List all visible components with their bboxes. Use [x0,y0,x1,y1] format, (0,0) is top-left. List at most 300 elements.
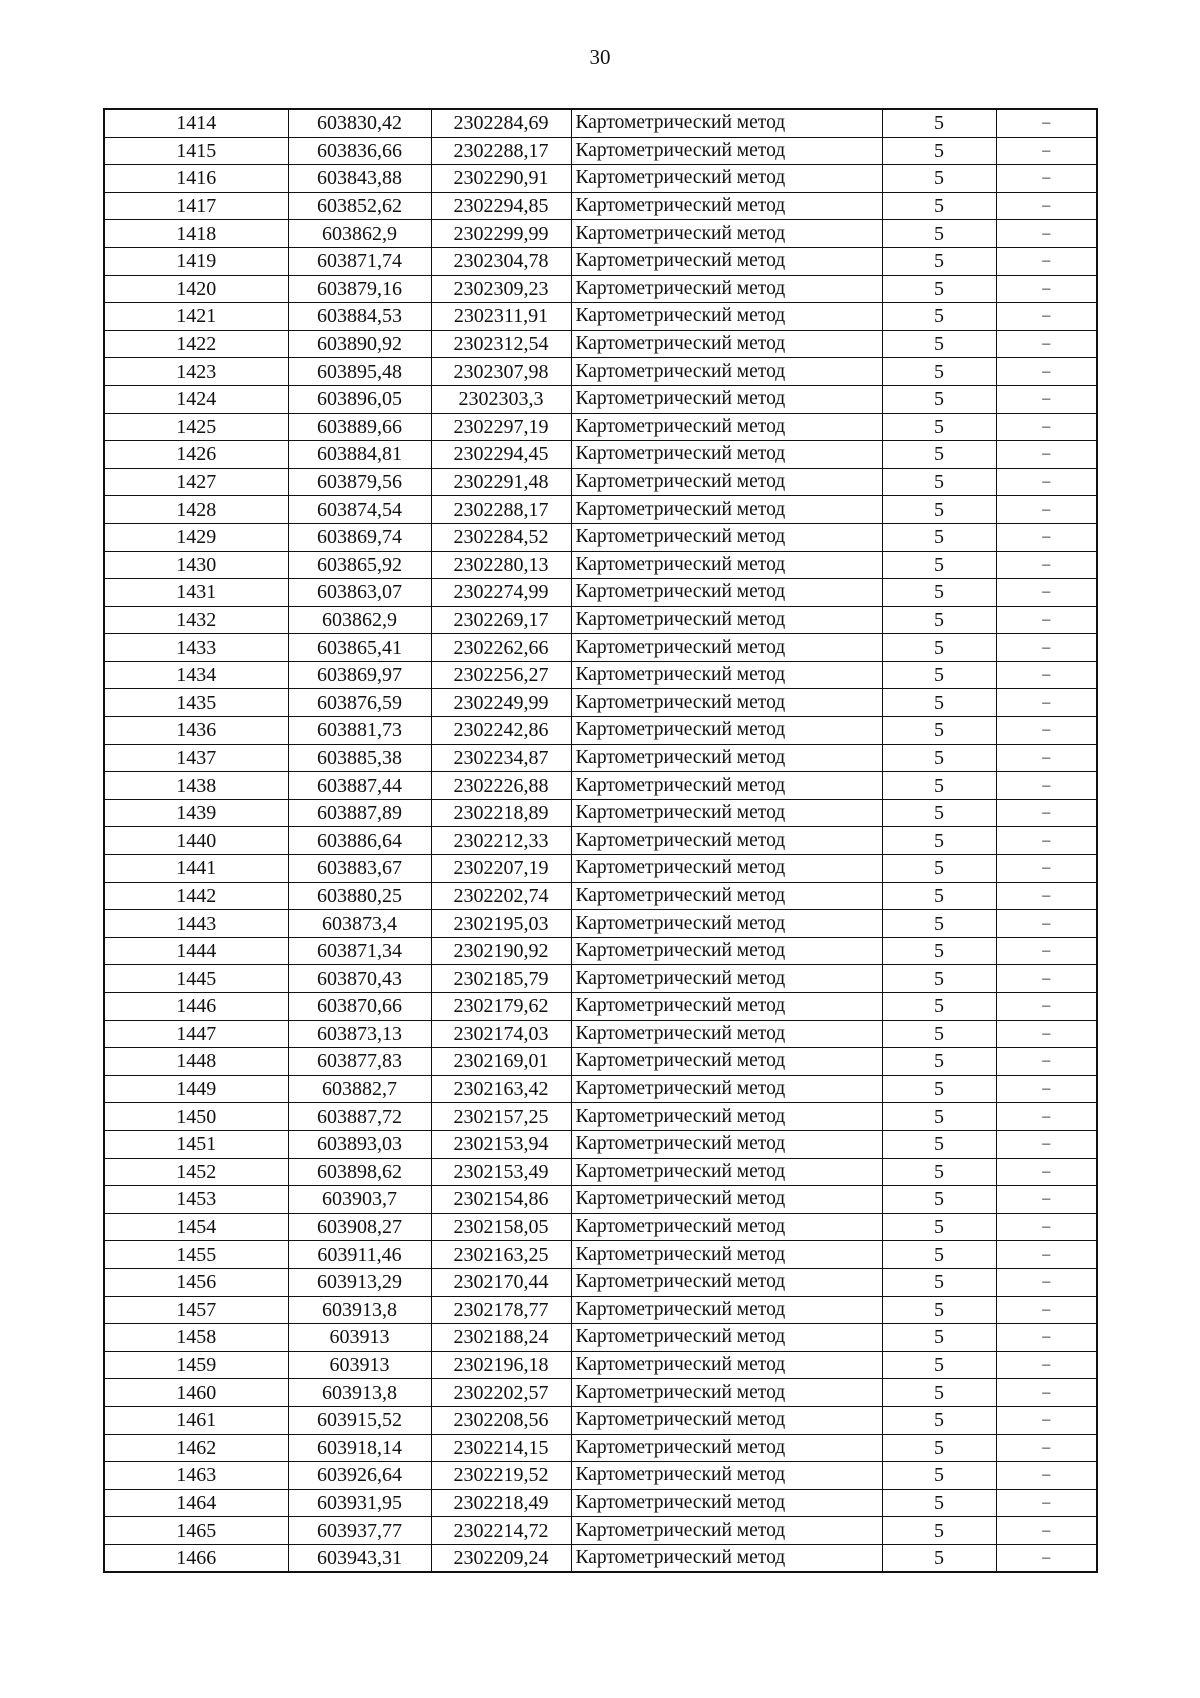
x-coordinate-cell: 603884,81 [288,441,431,469]
accuracy-cell: 5 [882,1517,996,1545]
note-cell: – [996,1130,1097,1158]
table-row [104,1213,1097,1241]
table-row [104,137,1097,165]
y-coordinate-cell: 2302274,99 [431,579,571,607]
note-cell: – [996,441,1097,469]
note-cell: – [996,523,1097,551]
accuracy-cell: 5 [882,1296,996,1324]
table-row [104,247,1097,275]
accuracy-cell: 5 [882,634,996,662]
point-number-cell: 1420 [104,275,288,303]
method-cell: Картометрический метод [571,1379,882,1407]
method-cell: Картометрический метод [571,937,882,965]
accuracy-cell: 5 [882,993,996,1021]
note-cell: – [996,855,1097,883]
table-row [104,523,1097,551]
y-coordinate-cell: 2302212,33 [431,827,571,855]
method-cell: Картометрический метод [571,689,882,717]
note-cell: – [996,1241,1097,1269]
table-row [104,330,1097,358]
point-number-cell: 1462 [104,1434,288,1462]
y-coordinate-cell: 2302196,18 [431,1351,571,1379]
y-coordinate-cell: 2302294,45 [431,441,571,469]
accuracy-cell: 5 [882,606,996,634]
y-coordinate-cell: 2302174,03 [431,1020,571,1048]
coordinates-table [103,108,1098,1573]
table-row [104,165,1097,193]
method-cell: Картометрический метод [571,606,882,634]
method-cell: Картометрический метод [571,661,882,689]
method-cell: Картометрический метод [571,882,882,910]
point-number-cell: 1418 [104,220,288,248]
y-coordinate-cell: 2302288,17 [431,137,571,165]
method-cell: Картометрический метод [571,192,882,220]
note-cell: – [996,634,1097,662]
y-coordinate-cell: 2302309,23 [431,275,571,303]
point-number-cell: 1440 [104,827,288,855]
x-coordinate-cell: 603913 [288,1324,431,1352]
x-coordinate-cell: 603865,41 [288,634,431,662]
x-coordinate-cell: 603877,83 [288,1048,431,1076]
table-row [104,744,1097,772]
x-coordinate-cell: 603908,27 [288,1213,431,1241]
method-cell: Картометрический метод [571,165,882,193]
accuracy-cell: 5 [882,855,996,883]
y-coordinate-cell: 2302208,56 [431,1406,571,1434]
table-row [104,993,1097,1021]
accuracy-cell: 5 [882,827,996,855]
y-coordinate-cell: 2302219,52 [431,1462,571,1490]
note-cell: – [996,413,1097,441]
point-number-cell: 1421 [104,303,288,331]
x-coordinate-cell: 603887,72 [288,1103,431,1131]
y-coordinate-cell: 2302153,49 [431,1158,571,1186]
accuracy-cell: 5 [882,661,996,689]
note-cell: – [996,1213,1097,1241]
method-cell: Картометрический метод [571,1296,882,1324]
table-row [104,468,1097,496]
y-coordinate-cell: 2302269,17 [431,606,571,634]
method-cell: Картометрический метод [571,358,882,386]
x-coordinate-cell: 603887,89 [288,799,431,827]
table-row [104,634,1097,662]
table-row [104,579,1097,607]
x-coordinate-cell: 603879,56 [288,468,431,496]
accuracy-cell: 5 [882,1103,996,1131]
y-coordinate-cell: 2302185,79 [431,965,571,993]
method-cell: Картометрический метод [571,247,882,275]
accuracy-cell: 5 [882,330,996,358]
point-number-cell: 1456 [104,1268,288,1296]
x-coordinate-cell: 603926,64 [288,1462,431,1490]
point-number-cell: 1432 [104,606,288,634]
y-coordinate-cell: 2302178,77 [431,1296,571,1324]
note-cell: – [996,1158,1097,1186]
note-cell: – [996,1103,1097,1131]
table-row [104,385,1097,413]
note-cell: – [996,1406,1097,1434]
note-cell: – [996,137,1097,165]
method-cell: Картометрический метод [571,385,882,413]
note-cell: – [996,220,1097,248]
accuracy-cell: 5 [882,744,996,772]
table-row [104,717,1097,745]
x-coordinate-cell: 603882,7 [288,1075,431,1103]
point-number-cell: 1414 [104,109,288,137]
x-coordinate-cell: 603865,92 [288,551,431,579]
table-row [104,192,1097,220]
y-coordinate-cell: 2302304,78 [431,247,571,275]
x-coordinate-cell: 603931,95 [288,1489,431,1517]
point-number-cell: 1446 [104,993,288,1021]
x-coordinate-cell: 603896,05 [288,385,431,413]
x-coordinate-cell: 603883,67 [288,855,431,883]
point-number-cell: 1422 [104,330,288,358]
y-coordinate-cell: 2302299,99 [431,220,571,248]
y-coordinate-cell: 2302207,19 [431,855,571,883]
y-coordinate-cell: 2302303,3 [431,385,571,413]
point-number-cell: 1430 [104,551,288,579]
method-cell: Картометрический метод [571,717,882,745]
table-row [104,551,1097,579]
note-cell: – [996,1324,1097,1352]
point-number-cell: 1459 [104,1351,288,1379]
y-coordinate-cell: 2302262,66 [431,634,571,662]
x-coordinate-cell: 603889,66 [288,413,431,441]
method-cell: Картометрический метод [571,496,882,524]
table-row [104,1324,1097,1352]
note-cell: – [996,247,1097,275]
table-row [104,937,1097,965]
table-row [104,910,1097,938]
accuracy-cell: 5 [882,1268,996,1296]
y-coordinate-cell: 2302297,19 [431,413,571,441]
method-cell: Картометрический метод [571,1268,882,1296]
point-number-cell: 1451 [104,1130,288,1158]
y-coordinate-cell: 2302214,15 [431,1434,571,1462]
table-row [104,1544,1097,1572]
y-coordinate-cell: 2302311,91 [431,303,571,331]
table-row [104,1268,1097,1296]
point-number-cell: 1460 [104,1379,288,1407]
x-coordinate-cell: 603913,8 [288,1379,431,1407]
y-coordinate-cell: 2302290,91 [431,165,571,193]
x-coordinate-cell: 603913,29 [288,1268,431,1296]
note-cell: – [996,165,1097,193]
table-row [104,689,1097,717]
x-coordinate-cell: 603879,16 [288,275,431,303]
note-cell: – [996,772,1097,800]
method-cell: Картометрический метод [571,1406,882,1434]
accuracy-cell: 5 [882,1489,996,1517]
accuracy-cell: 5 [882,1544,996,1572]
accuracy-cell: 5 [882,1020,996,1048]
method-cell: Картометрический метод [571,1434,882,1462]
table-row [104,606,1097,634]
table-row [104,413,1097,441]
table-row [104,1434,1097,1462]
y-coordinate-cell: 2302214,72 [431,1517,571,1545]
table-row [104,1517,1097,1545]
method-cell: Картометрический метод [571,1351,882,1379]
accuracy-cell: 5 [882,275,996,303]
x-coordinate-cell: 603898,62 [288,1158,431,1186]
accuracy-cell: 5 [882,1048,996,1076]
note-cell: – [996,799,1097,827]
note-cell: – [996,1048,1097,1076]
x-coordinate-cell: 603911,46 [288,1241,431,1269]
note-cell: – [996,937,1097,965]
note-cell: – [996,1434,1097,1462]
note-cell: – [996,109,1097,137]
method-cell: Картометрический метод [571,1462,882,1490]
method-cell: Картометрический метод [571,1186,882,1214]
accuracy-cell: 5 [882,689,996,717]
y-coordinate-cell: 2302202,57 [431,1379,571,1407]
x-coordinate-cell: 603915,52 [288,1406,431,1434]
point-number-cell: 1461 [104,1406,288,1434]
x-coordinate-cell: 603881,73 [288,717,431,745]
accuracy-cell: 5 [882,937,996,965]
x-coordinate-cell: 603863,07 [288,579,431,607]
method-cell: Картометрический метод [571,137,882,165]
point-number-cell: 1438 [104,772,288,800]
point-number-cell: 1452 [104,1158,288,1186]
y-coordinate-cell: 2302188,24 [431,1324,571,1352]
y-coordinate-cell: 2302307,98 [431,358,571,386]
x-coordinate-cell: 603890,92 [288,330,431,358]
accuracy-cell: 5 [882,1158,996,1186]
point-number-cell: 1415 [104,137,288,165]
point-number-cell: 1444 [104,937,288,965]
accuracy-cell: 5 [882,882,996,910]
point-number-cell: 1417 [104,192,288,220]
note-cell: – [996,744,1097,772]
table-row [104,1462,1097,1490]
accuracy-cell: 5 [882,1241,996,1269]
note-cell: – [996,689,1097,717]
x-coordinate-cell: 603918,14 [288,1434,431,1462]
method-cell: Картометрический метод [571,551,882,579]
x-coordinate-cell: 603870,66 [288,993,431,1021]
note-cell: – [996,993,1097,1021]
accuracy-cell: 5 [882,910,996,938]
table-row [104,799,1097,827]
accuracy-cell: 5 [882,165,996,193]
x-coordinate-cell: 603937,77 [288,1517,431,1545]
table-row [104,303,1097,331]
y-coordinate-cell: 2302288,17 [431,496,571,524]
table-row [104,1489,1097,1517]
accuracy-cell: 5 [882,1186,996,1214]
x-coordinate-cell: 603869,97 [288,661,431,689]
method-cell: Картометрический метод [571,1213,882,1241]
note-cell: – [996,827,1097,855]
note-cell: – [996,1020,1097,1048]
accuracy-cell: 5 [882,468,996,496]
accuracy-cell: 5 [882,1434,996,1462]
coordinates-table-body [104,109,1097,1572]
accuracy-cell: 5 [882,358,996,386]
table-row [104,1406,1097,1434]
accuracy-cell: 5 [882,1324,996,1352]
note-cell: – [996,496,1097,524]
accuracy-cell: 5 [882,579,996,607]
point-number-cell: 1428 [104,496,288,524]
y-coordinate-cell: 2302280,13 [431,551,571,579]
note-cell: – [996,1351,1097,1379]
note-cell: – [996,579,1097,607]
page-number: 30 [589,45,611,69]
x-coordinate-cell: 603943,31 [288,1544,431,1572]
y-coordinate-cell: 2302209,24 [431,1544,571,1572]
method-cell: Картометрический метод [571,799,882,827]
table-row [104,1020,1097,1048]
accuracy-cell: 5 [882,247,996,275]
table-row [104,1130,1097,1158]
note-cell: – [996,661,1097,689]
x-coordinate-cell: 603874,54 [288,496,431,524]
method-cell: Картометрический метод [571,303,882,331]
point-number-cell: 1431 [104,579,288,607]
method-cell: Картометрический метод [571,1020,882,1048]
y-coordinate-cell: 2302179,62 [431,993,571,1021]
method-cell: Картометрический метод [571,523,882,551]
table-row [104,1103,1097,1131]
point-number-cell: 1435 [104,689,288,717]
x-coordinate-cell: 603873,13 [288,1020,431,1048]
table-row [104,855,1097,883]
y-coordinate-cell: 2302154,86 [431,1186,571,1214]
x-coordinate-cell: 603913 [288,1351,431,1379]
method-cell: Картометрический метод [571,1158,882,1186]
method-cell: Картометрический метод [571,993,882,1021]
accuracy-cell: 5 [882,799,996,827]
accuracy-cell: 5 [882,137,996,165]
table-row [104,275,1097,303]
x-coordinate-cell: 603903,7 [288,1186,431,1214]
note-cell: – [996,965,1097,993]
method-cell: Картометрический метод [571,1544,882,1572]
point-number-cell: 1437 [104,744,288,772]
note-cell: – [996,1489,1097,1517]
accuracy-cell: 5 [882,1462,996,1490]
note-cell: – [996,303,1097,331]
y-coordinate-cell: 2302157,25 [431,1103,571,1131]
point-number-cell: 1447 [104,1020,288,1048]
x-coordinate-cell: 603869,74 [288,523,431,551]
table-row [104,441,1097,469]
method-cell: Картометрический метод [571,634,882,662]
x-coordinate-cell: 603871,34 [288,937,431,965]
point-number-cell: 1419 [104,247,288,275]
table-row [104,1379,1097,1407]
note-cell: – [996,192,1097,220]
accuracy-cell: 5 [882,303,996,331]
method-cell: Картометрический метод [571,772,882,800]
accuracy-cell: 5 [882,1351,996,1379]
note-cell: – [996,1186,1097,1214]
note-cell: – [996,882,1097,910]
accuracy-cell: 5 [882,1213,996,1241]
method-cell: Картометрический метод [571,1130,882,1158]
x-coordinate-cell: 603852,62 [288,192,431,220]
table-row [104,965,1097,993]
x-coordinate-cell: 603873,4 [288,910,431,938]
x-coordinate-cell: 603913,8 [288,1296,431,1324]
y-coordinate-cell: 2302242,86 [431,717,571,745]
point-number-cell: 1457 [104,1296,288,1324]
point-number-cell: 1441 [104,855,288,883]
table-row [104,1351,1097,1379]
method-cell: Картометрический метод [571,855,882,883]
point-number-cell: 1466 [104,1544,288,1572]
accuracy-cell: 5 [882,1379,996,1407]
point-number-cell: 1439 [104,799,288,827]
method-cell: Картометрический метод [571,275,882,303]
point-number-cell: 1416 [104,165,288,193]
method-cell: Картометрический метод [571,579,882,607]
table-row [104,358,1097,386]
table-row [104,109,1097,137]
method-cell: Картометрический метод [571,1517,882,1545]
x-coordinate-cell: 603870,43 [288,965,431,993]
accuracy-cell: 5 [882,1130,996,1158]
method-cell: Картометрический метод [571,744,882,772]
accuracy-cell: 5 [882,496,996,524]
point-number-cell: 1465 [104,1517,288,1545]
method-cell: Картометрический метод [571,1489,882,1517]
y-coordinate-cell: 2302163,25 [431,1241,571,1269]
point-number-cell: 1425 [104,413,288,441]
accuracy-cell: 5 [882,1075,996,1103]
point-number-cell: 1450 [104,1103,288,1131]
method-cell: Картометрический метод [571,910,882,938]
accuracy-cell: 5 [882,717,996,745]
note-cell: – [996,910,1097,938]
x-coordinate-cell: 603887,44 [288,772,431,800]
method-cell: Картометрический метод [571,330,882,358]
method-cell: Картометрический метод [571,109,882,137]
y-coordinate-cell: 2302284,69 [431,109,571,137]
method-cell: Картометрический метод [571,220,882,248]
x-coordinate-cell: 603862,9 [288,220,431,248]
y-coordinate-cell: 2302190,92 [431,937,571,965]
table-row [104,1186,1097,1214]
accuracy-cell: 5 [882,523,996,551]
x-coordinate-cell: 603876,59 [288,689,431,717]
method-cell: Картометрический метод [571,468,882,496]
point-number-cell: 1464 [104,1489,288,1517]
y-coordinate-cell: 2302256,27 [431,661,571,689]
x-coordinate-cell: 603843,88 [288,165,431,193]
point-number-cell: 1449 [104,1075,288,1103]
x-coordinate-cell: 603836,66 [288,137,431,165]
point-number-cell: 1453 [104,1186,288,1214]
y-coordinate-cell: 2302169,01 [431,1048,571,1076]
accuracy-cell: 5 [882,385,996,413]
table-row [104,661,1097,689]
note-cell: – [996,1379,1097,1407]
point-number-cell: 1429 [104,523,288,551]
y-coordinate-cell: 2302284,52 [431,523,571,551]
accuracy-cell: 5 [882,772,996,800]
note-cell: – [996,275,1097,303]
y-coordinate-cell: 2302226,88 [431,772,571,800]
accuracy-cell: 5 [882,965,996,993]
table-row [104,772,1097,800]
note-cell: – [996,1075,1097,1103]
